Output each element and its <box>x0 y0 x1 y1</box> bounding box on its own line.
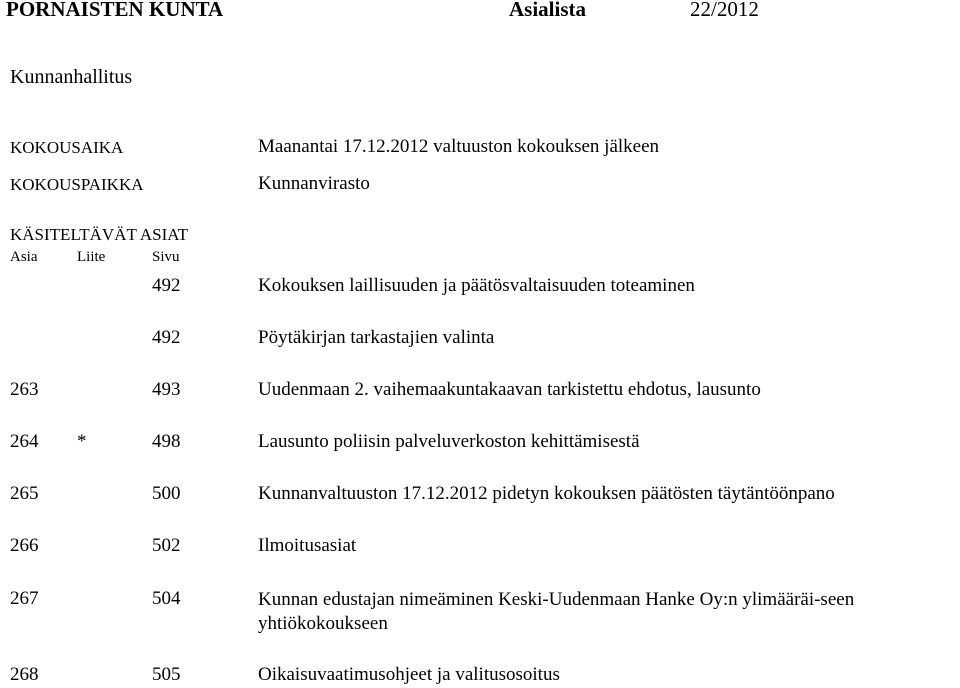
item-number: 268 <box>10 664 39 685</box>
item-title: Oikaisuvaatimusohjeet ja valitusosoitus <box>258 664 560 685</box>
governing-body: Kunnanhallitus <box>10 66 133 88</box>
item-title: Uudenmaan 2. vaihemaakuntakaavan tarkistettu ehdotus, lausunto <box>258 379 761 400</box>
item-title: Lausunto poliisin palveluverkoston kehittämisestä <box>258 431 640 452</box>
item-number: 264 <box>10 431 39 452</box>
item-title: Kokouksen laillisuuden ja päätösvaltaisuuden toteaminen <box>258 275 695 296</box>
document-type: Asialista <box>509 0 587 21</box>
item-number: 265 <box>10 483 39 504</box>
item-title: Kunnan edustajan nimeäminen Keski-Uudenmaan Hanke Oy:n ylimääräi-seen yhtiökokoukseen <box>258 589 855 634</box>
column-header-sivu: Sivu <box>152 249 180 265</box>
item-page: 504 <box>152 588 181 609</box>
column-header-asia: Asia <box>10 249 38 265</box>
item-page: 492 <box>152 275 181 296</box>
item-page: 493 <box>152 379 181 400</box>
document-number: 22/2012 <box>690 0 759 21</box>
item-number: 263 <box>10 379 39 400</box>
item-page: 498 <box>152 431 181 452</box>
meeting-time-value: Maanantai 17.12.2012 valtuuston kokouksen jälkeen <box>258 136 660 157</box>
item-page: 500 <box>152 483 181 504</box>
item-number: 267 <box>10 588 39 609</box>
item-attachment-marker: * <box>77 431 87 452</box>
meeting-place-value: Kunnanvirasto <box>258 173 370 194</box>
item-page: 502 <box>152 535 181 556</box>
item-page: 505 <box>152 664 181 685</box>
item-number: 266 <box>10 535 39 556</box>
municipality-name: PORNAISTEN KUNTA <box>6 0 224 21</box>
item-title: Kunnanvaltuuston 17.12.2012 pidetyn kokouksen päätösten täytäntöönpano <box>258 483 835 504</box>
item-title: Ilmoitusasiat <box>258 535 357 556</box>
item-title: Pöytäkirjan tarkastajien valinta <box>258 327 495 348</box>
items-heading: KÄSITELTÄVÄT ASIAT <box>10 225 189 244</box>
meeting-time-label: KOKOUSAIKA <box>10 138 124 157</box>
item-page: 492 <box>152 327 181 348</box>
column-header-liite: Liite <box>77 249 106 265</box>
meeting-place-label: KOKOUSPAIKKA <box>10 175 144 194</box>
